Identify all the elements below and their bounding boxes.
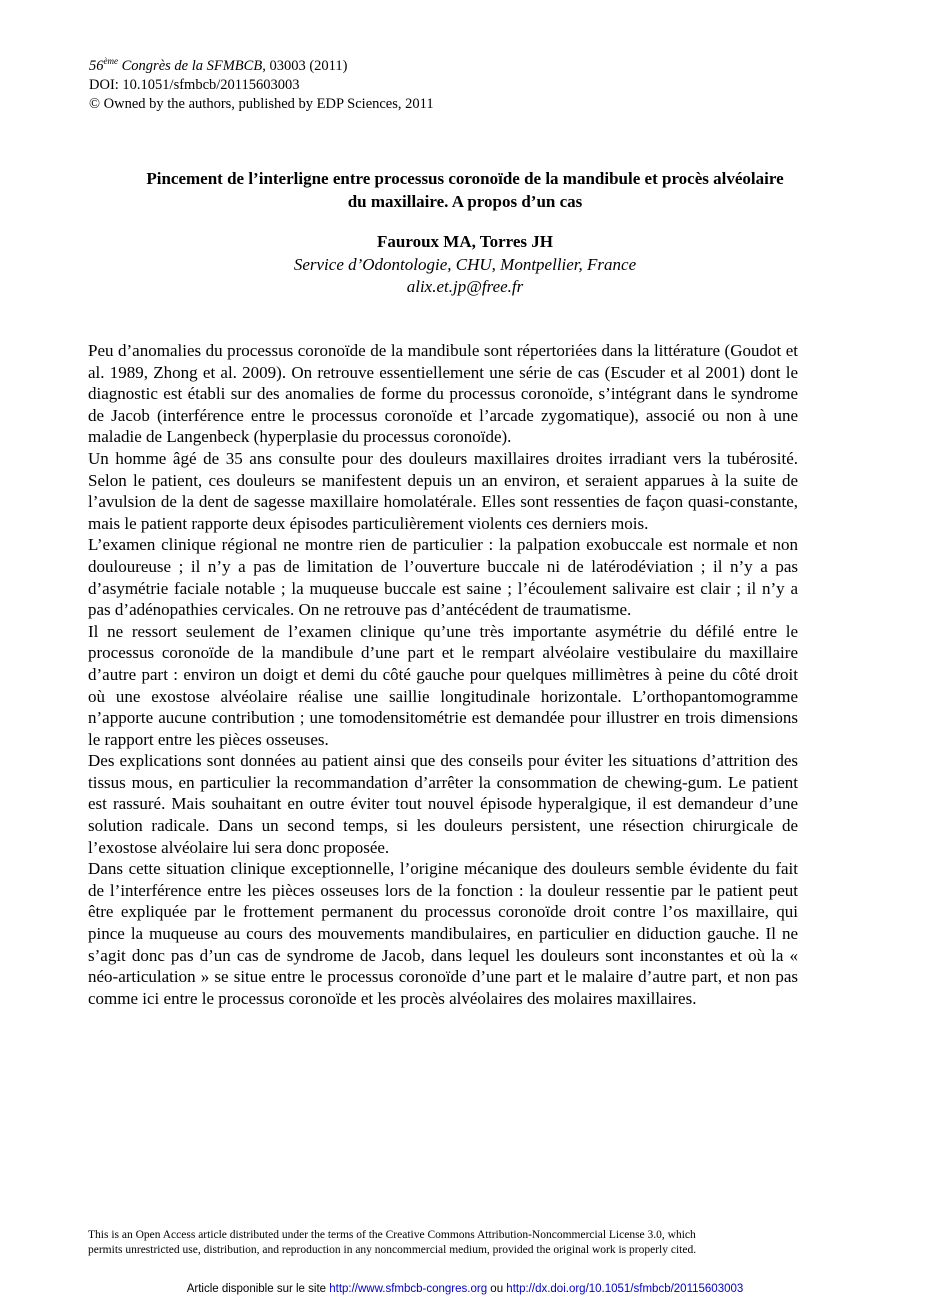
availability-prefix: Article disponible sur le site [186,1283,330,1295]
article-title [60,167,870,213]
paragraph-1: Peu d’anomalies du processus coronoïde de la mandibule sont répertoriées dans la littérature (Goudot et al. 1989, Zhong et al. 2009). On retrouve essentiellement une série de cas (Escuder et al 2001) dont le diagnostic est établi sur des anomalies de forme du processus coronoïde, s’intégrant dans le syndrome de Jacob (interférence entre le processus coronoïde et l’arcade zygomatique), associé ou non à une maladie de Langenbeck (hyperplasie du processus coronoïde). [88,341,798,447]
conference-name: Congrès de la SFMBCB [121,57,263,74]
conference-reference: , 03003 (2011) [262,57,348,74]
availability-footer [0,1282,930,1297]
doi-link[interactable]: http://dx.doi.org/10.1051/sfmbcb/20115603003 [506,1283,744,1295]
copyright-line: © Owned by the authors, published by EDP Sciences, 2011 [89,95,434,112]
doi-line: DOI: 10.1051/sfmbcb/20115603003 [89,76,300,93]
license-line-2: permits unrestricted use, distribution, and reproduction in any noncommercial medium, provided the original work is properly cited. [88,1244,697,1256]
paragraph-3: L’examen clinique régional ne montre rien de particulier : la palpation exobuccale est normale et non douloureuse ; il n’y a pas de limitation de l’ouverture buccale ni de latérodéviation ; il n’y a pas d’asymétrie faciale notable ; la muqueuse buccale est saine ; l’écoulement salivaire est clair ; il n’y a pas d’adénopathies cervicales. On ne retrouve pas d’antécédent de traumatisme. [88,535,798,620]
license-notice [88,1228,803,1258]
license-line-1: This is an Open Access article distributed under the terms of the Creative Commons Attribution-Noncommercial License 3.0, which [88,1229,696,1241]
conference-ordinal: ème [103,56,118,66]
paragraph-6: Dans cette situation clinique exceptionnelle, l’origine mécanique des douleurs semble évidente du fait de l’interférence entre les pièces osseuses lors de la fonction : la douleur ressentie par le patient peut être expliquée par le frottement permanent du processus coronoïde droit contre l’os maxillaire, qui pince la muqueuse au cours des mouvements mandibulaires, en particulier en diduction gauche. Il ne s’agit donc pas d’un cas de syndrome de Jacob, dans lequel les douleurs sont inconstantes et où la « néo-articulation » se situe entre le processus coronoïde d’une part et le malaire d’autre part, et non pas comme ici entre le processus coronoïde et les procès alvéolaires des molaires maxillaires. [88,859,798,1008]
paragraph-4: Il ne ressort seulement de l’examen clinique qu’une très importante asymétrie du défilé entre le processus coronoïde de la mandibule d’une part et le rempart alvéolaire vestibulaire du maxillaire d’autre part : environ un doigt et demi du côté gauche pour quelques millimètres à peine du côté droit où une exostose alvéolaire réalise une saillie longitudinale horizontale. L’orthopantomogramme n’apporte aucune contribution ; une tomodensitométrie est demandée pour illustrer en trois dimensions le rapport entre les pièces osseuses. [88,621,798,749]
paragraph-5: Des explications sont données au patient ainsi que des conseils pour éviter les situations d’attrition des tissus mous, en particulier la recommandation d’arrêter la consommation de chewing-gum. Le patient est rassuré. Mais souhaitant en outre éviter tout nouvel épisode hyperalgique, il est demandeur d’une solution radicale. Dans un second temps, si les douleurs persistent, une résection chirurgicale de l’exostose alvéolaire lui sera donc proposée. [88,751,798,857]
conference-line [89,52,434,76]
paragraph-2: Un homme âgé de 35 ans consulte pour des douleurs maxillaires droites irradiant vers la tubérosité. Selon le patient, ces douleurs se manifestent depuis un an environ, et seraient apparues à la suite de l’avulsion de la dent de sagesse maxillaire homolatérale. Elles sont ressenties de façon quasi-constante, mais le patient rapporte deux épisodes particulièrement violents ces derniers mois. [88,448,798,533]
authors: Fauroux MA, Torres JH [377,232,553,251]
availability-middle: ou [487,1283,507,1295]
article-body [88,340,798,1009]
congress-site-link[interactable]: http://www.sfmbcb-congres.org [329,1283,488,1295]
conference-number: 56 [89,57,104,74]
author-email: alix.et.jp@free.fr [406,277,524,296]
title-line-1: Pincement de l’interligne entre processus coronoïde de la mandibule et procès alvéolaire [146,169,784,188]
title-line-2: du maxillaire. A propos d’un cas [347,192,583,211]
page-header [89,52,434,114]
affiliation: Service d’Odontologie, CHU, Montpellier, France [293,255,637,274]
